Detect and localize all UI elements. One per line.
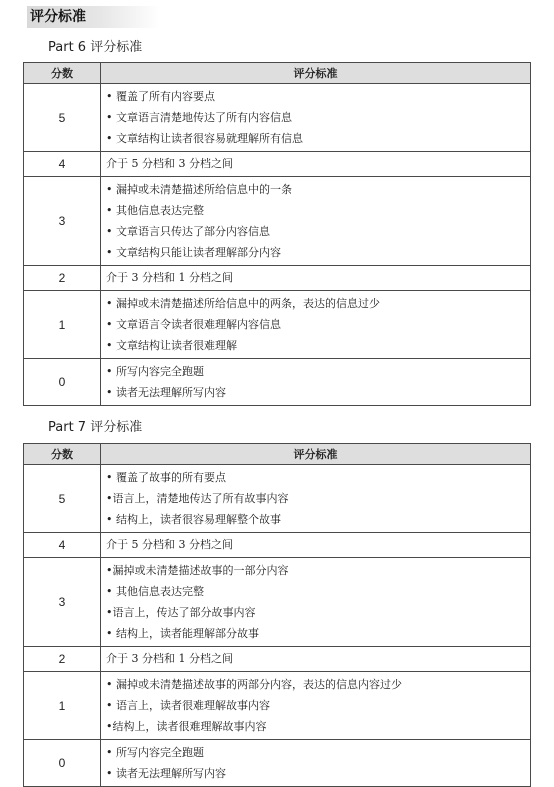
criteria-item: • 文章语言只传达了部分内容信息 xyxy=(106,225,270,238)
criteria-cell xyxy=(101,266,531,291)
criteria-item: • 文章结构让读者很难理解 xyxy=(106,339,237,352)
criteria-item: • 漏掉或未清楚描述所给信息中的两条，表达的信息过少 xyxy=(106,297,380,310)
criteria-item: • 结构上，读者能理解部分故事 xyxy=(106,627,259,640)
score-cell: 5 xyxy=(24,465,101,533)
criteria-cell xyxy=(101,672,531,740)
score-cell: 3 xyxy=(24,558,101,647)
criteria-cell xyxy=(101,740,531,787)
score-cell: 0 xyxy=(24,740,101,787)
score-cell: 1 xyxy=(24,291,101,359)
score-column-header: 分数 xyxy=(24,63,101,84)
table-row xyxy=(24,558,531,647)
criteria-item: • 漏掉或未清楚描述故事的两部分内容，表达的信息内容过少 xyxy=(106,678,402,691)
part6-grading-table xyxy=(23,62,531,406)
criteria-item: • 结构上，读者很容易理解整个故事 xyxy=(106,513,281,526)
criteria-item: • 文章语言清楚地传达了所有内容信息 xyxy=(106,111,292,124)
criteria-cell xyxy=(101,533,531,558)
table-row xyxy=(24,291,531,359)
score-cell: 2 xyxy=(24,647,101,672)
criteria-item: • 读者无法理解所写内容 xyxy=(106,386,226,399)
score-cell: 0 xyxy=(24,359,101,406)
criteria-cell xyxy=(101,84,531,152)
score-cell: 4 xyxy=(24,533,101,558)
criteria-item: • 漏掉或未清楚描述所给信息中的一条 xyxy=(106,183,292,196)
criteria-item: 介于 5 分档和 3 分档之间 xyxy=(106,157,233,170)
table-row xyxy=(24,533,531,558)
table-row xyxy=(24,672,531,740)
page-title: 评分标准 xyxy=(27,6,160,28)
criteria-item: • 覆盖了故事的所有要点 xyxy=(106,471,226,484)
criteria-item: 介于 3 分档和 1 分档之间 xyxy=(106,271,233,284)
part6-table-body xyxy=(24,84,531,406)
criteria-item: • 语言上，读者很难理解故事内容 xyxy=(106,699,270,712)
criteria-item: •语言上，清楚地传达了所有故事内容 xyxy=(106,492,289,505)
criteria-item: 介于 5 分档和 3 分档之间 xyxy=(106,538,233,551)
table-header-row xyxy=(24,63,531,84)
table-row xyxy=(24,740,531,787)
part7-title: Part 7 评分标准 xyxy=(48,420,143,435)
criteria-item: • 覆盖了所有内容要点 xyxy=(106,90,215,103)
score-cell: 1 xyxy=(24,672,101,740)
criteria-item: • 其他信息表达完整 xyxy=(106,204,204,217)
score-cell: 5 xyxy=(24,84,101,152)
score-cell: 3 xyxy=(24,177,101,266)
table-row xyxy=(24,152,531,177)
score-cell: 2 xyxy=(24,266,101,291)
table-row xyxy=(24,465,531,533)
criteria-item: •结构上，读者很难理解故事内容 xyxy=(106,720,267,733)
criteria-cell xyxy=(101,152,531,177)
score-cell: 4 xyxy=(24,152,101,177)
criteria-item: • 文章结构只能让读者理解部分内容 xyxy=(106,246,281,259)
score-column-header: 分数 xyxy=(24,444,101,465)
criteria-item: • 读者无法理解所写内容 xyxy=(106,767,226,780)
table-row xyxy=(24,647,531,672)
criteria-item: •语言上，传达了部分故事内容 xyxy=(106,606,256,619)
criteria-cell xyxy=(101,647,531,672)
criteria-column-header: 评分标准 xyxy=(101,63,531,84)
part6-title: Part 6 评分标准 xyxy=(48,40,143,55)
criteria-item: • 所写内容完全跑题 xyxy=(106,746,204,759)
criteria-item: 介于 3 分档和 1 分档之间 xyxy=(106,652,233,665)
table-row xyxy=(24,177,531,266)
criteria-item: •漏掉或未清楚描述故事的一部分内容 xyxy=(106,564,289,577)
part7-grading-table xyxy=(23,443,531,787)
criteria-item: • 其他信息表达完整 xyxy=(106,585,204,598)
criteria-item: • 文章语言令读者很难理解内容信息 xyxy=(106,318,281,331)
criteria-cell xyxy=(101,291,531,359)
table-header-row xyxy=(24,444,531,465)
criteria-item: • 文章结构让读者很容易就理解所有信息 xyxy=(106,132,303,145)
criteria-cell xyxy=(101,558,531,647)
part7-table-body xyxy=(24,465,531,787)
criteria-column-header: 评分标准 xyxy=(101,444,531,465)
table-row xyxy=(24,359,531,406)
criteria-cell xyxy=(101,465,531,533)
criteria-cell xyxy=(101,177,531,266)
criteria-cell xyxy=(101,359,531,406)
table-row xyxy=(24,84,531,152)
criteria-item: • 所写内容完全跑题 xyxy=(106,365,204,378)
table-row xyxy=(24,266,531,291)
